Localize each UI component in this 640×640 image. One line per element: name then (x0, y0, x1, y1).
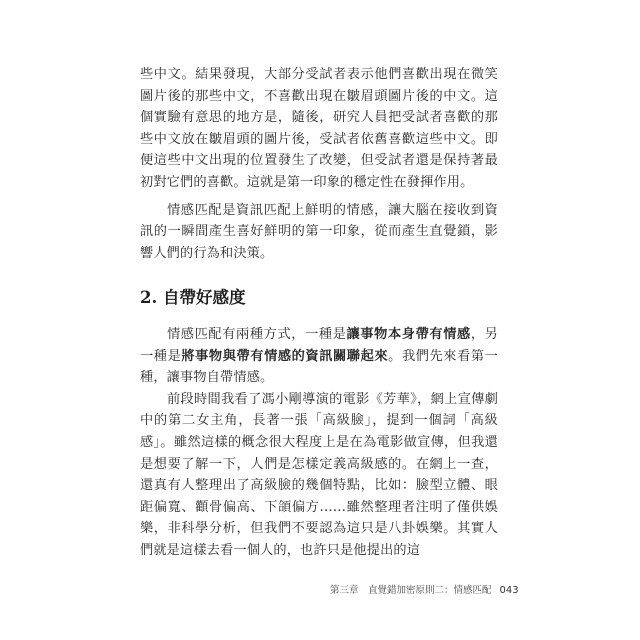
text-run: ，另一種是 (140, 327, 498, 364)
text-run: 。我們先來看第一種，讓事物自帶情感。 (140, 348, 498, 386)
emphasis-text: 讓事物本身帶有情感 (346, 327, 471, 342)
running-chapter-title: 第三章 直覺錯加密原則二：情感匹配 (330, 585, 492, 596)
text-run: 情感匹配有兩種方式，一種是 (167, 327, 347, 342)
paragraph-movie-example: 前段時間我看了馮小剛導演的電影《芳華》，網上宣傳劇中的第二女主角，長著一張「高級臉」，提到一個詞「高級感」。雖然這樣的概念很大程度上是在為電影做宣傳，但我還是想要了解一下，人們是怎樣定義高級感的。在網上一查，還真有人整理出了高級臉的幾個特點，比如：臉型立體、眼距偏寬、顴骨偏高、下頜偏方……雖然整理者注明了僅供娛樂，非科學分析，但我們不要認為這只是八卦娛樂。其實人們就是這樣去看一個人的，也許只是他提出的這 (140, 391, 498, 558)
section-heading-wrap (140, 288, 245, 308)
page-footer (330, 582, 519, 596)
paragraph-two-methods (140, 324, 498, 389)
paragraph-emotion-matching: 情感匹配是資訊匹配上鮮明的情感，讓大腦在接收到資訊的一瞬間產生喜好鮮明的第一印象，從而產生直覺鎖，影響人們的行為和決策。 (140, 202, 498, 261)
page-number: 043 (499, 585, 519, 596)
section-heading: 2. 自帶好感度 (140, 288, 246, 307)
paragraph-continued: 些中文。結果發現，大部分受試者表示他們喜歡出現在微笑圖片後的那些中文，不喜歡出現在皺眉頭圖片後的中文。這個實驗有意思的地方是，隨後，研究人員把受試者喜歡的那些中文放在皺眉頭的圖片後，受試者依舊喜歡這些中文。即便這些中文出現的位置發生了改變，但受試者還是保持著最初對它們的喜歡。這就是第一印象的穩定性在發揮作用。 (140, 67, 498, 190)
body-text-block (140, 64, 498, 264)
section-body (140, 324, 498, 562)
emphasis-text: 將事物與帶有情感的資訊關聯起來 (181, 348, 389, 364)
